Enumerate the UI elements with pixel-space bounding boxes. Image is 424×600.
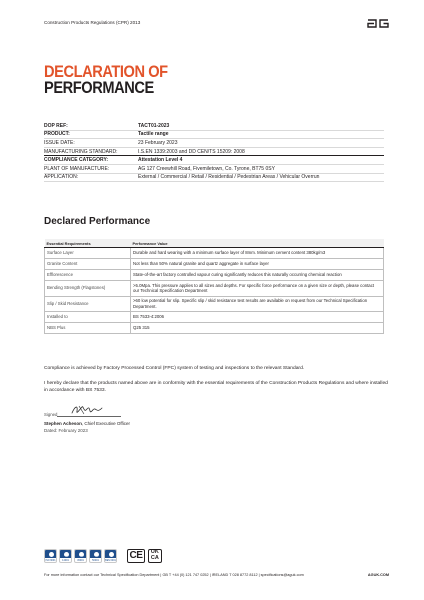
footer-contact: For more information contact our Technical Specification Department | GB T +44 (0) 121 747 0252 | IRELAND T 028 8772 8112 | specifications@aguk.com [44,573,304,577]
info-label: COMPLIANCE CATEGORY: [44,157,109,164]
document-title [44,64,168,95]
info-value: 23 February 2023 [138,139,178,146]
certification-badge-icon [44,549,57,563]
table-row [45,259,384,270]
info-label: DOP REF: [44,122,68,129]
info-value: TACT01-2023 [138,122,170,129]
compliance-statement: Compliance is achieved by Factory Processed Control (FPC) system of testing and inspections to the relevant Standard. [44,366,305,371]
value-cell: Q25 315 [131,323,384,334]
value-cell: State-of-the-art factory controlled vapour curing significantly reduces this naturally occurring chemical reaction [131,270,384,281]
declaration-statement: I hereby declare that the products named above are in conformity with the essential requirements of the Construction Products Regulations and where installed in accordance with BS 7533. [44,381,388,393]
footer [44,573,389,577]
value-cell: BS 7533-4:2006 [131,312,384,323]
info-value: External / Commercial / Retail / Residential / Pedestrian Areas / Vehicular Overrun [138,174,320,181]
requirement-cell: NBS Plus [45,323,131,334]
certification-badge-icon [59,549,72,563]
requirement-cell: Granite Content [45,259,131,270]
dated-line: Dated: February 2023 [44,428,88,433]
certification-badge-icon [104,549,117,563]
column-header: Essential Requirements [45,239,131,248]
requirement-cell: Installed to [45,312,131,323]
table-row [45,296,384,312]
table-row [45,248,384,259]
cert-text: ISO 14001 [62,555,69,562]
footer-website-link[interactable]: AGUK.COM [367,573,389,577]
cert-text: ISO 9001 [45,558,56,562]
cert-text: ISO 50001 [92,555,99,562]
info-row-application [44,174,384,183]
table-row [45,270,384,281]
value-cell: >5.0Mpa. This pressure applies to all sizes and depths. For specific force performance on a given size or depth, please contact our Technical Specification Department [131,281,384,297]
signer-name [44,421,130,426]
info-label: APPLICATION: [44,174,79,181]
table-row [45,323,384,334]
info-value: AG 127 Creewhill Road, Fivemiletown, Co. Tyrone, BT75 0SY [138,165,275,172]
table-row [45,281,384,297]
ce-mark-icon: CE [127,549,145,563]
signed-label: Signed [44,412,58,417]
info-row-compliance-category [44,156,384,165]
requirement-cell: Efflorescence [45,270,131,281]
certification-logos [44,548,162,564]
certification-badge-icon [89,549,102,563]
info-label: PRODUCT: [44,131,70,138]
handwritten-signature [70,403,104,417]
value-cell: Not less than 50% natural granite and quartz aggregate in surface layer [131,259,384,270]
title-line-2: PERFORMANCE [44,77,154,97]
table-header-row [45,239,384,248]
signature-block [44,403,164,443]
info-label: ISSUE DATE: [44,139,75,146]
value-cell: Durable and hard wearing with a minimum surface layer of 8mm. Minimum cement content 380kg/m3 [131,248,384,259]
info-row-manufacturing-standard [44,148,384,157]
table-row [45,312,384,323]
column-header: Performance Value [131,239,384,248]
product-info-list [44,122,384,182]
requirement-cell: Slip / Skid Resistance [45,296,131,312]
info-row-dop-ref [44,122,384,131]
info-row-plant [44,165,384,174]
ukca-mark-icon [148,549,162,563]
performance-table [44,239,384,334]
value-cell: >60 low potential for slip. Specific slip / skid resistance test results are available on request from our Technical Specification Department. [131,296,384,312]
certification-badge-icon [74,549,87,563]
cert-text: ISO 45001 [77,555,84,562]
info-label: MANUFACTURING STANDARD: [44,148,118,155]
cert-text: BES 6001 [105,558,116,562]
requirement-cell: Surface Layer [45,248,131,259]
signer-name-text: Stephen Acheson [44,421,82,426]
section-title: Declared Performance [44,216,151,227]
regulation-header: Construction Products Regulations (CPR) 2013 [44,20,141,25]
title-line-1: DECLARATION OF [44,62,168,81]
signer-role: , Chief Executive Officer [81,421,131,426]
conformity-marks [127,549,162,563]
requirement-cell: Bending Strength (Flagstones) [45,281,131,297]
info-row-issue-date [44,139,384,148]
info-value: I.S.EN 1339:2003 and DD CEN/TS 15209: 2008 [138,148,245,155]
ag-logo [367,18,389,28]
ukca-top: UK [150,549,159,556]
info-value: Attestation Level 4 [138,157,183,164]
info-row-product [44,131,384,140]
info-value: Tactile range [138,131,169,138]
ukca-bottom: CA [150,555,159,561]
info-label: PLANT OF MANUFACTURE: [44,165,110,172]
